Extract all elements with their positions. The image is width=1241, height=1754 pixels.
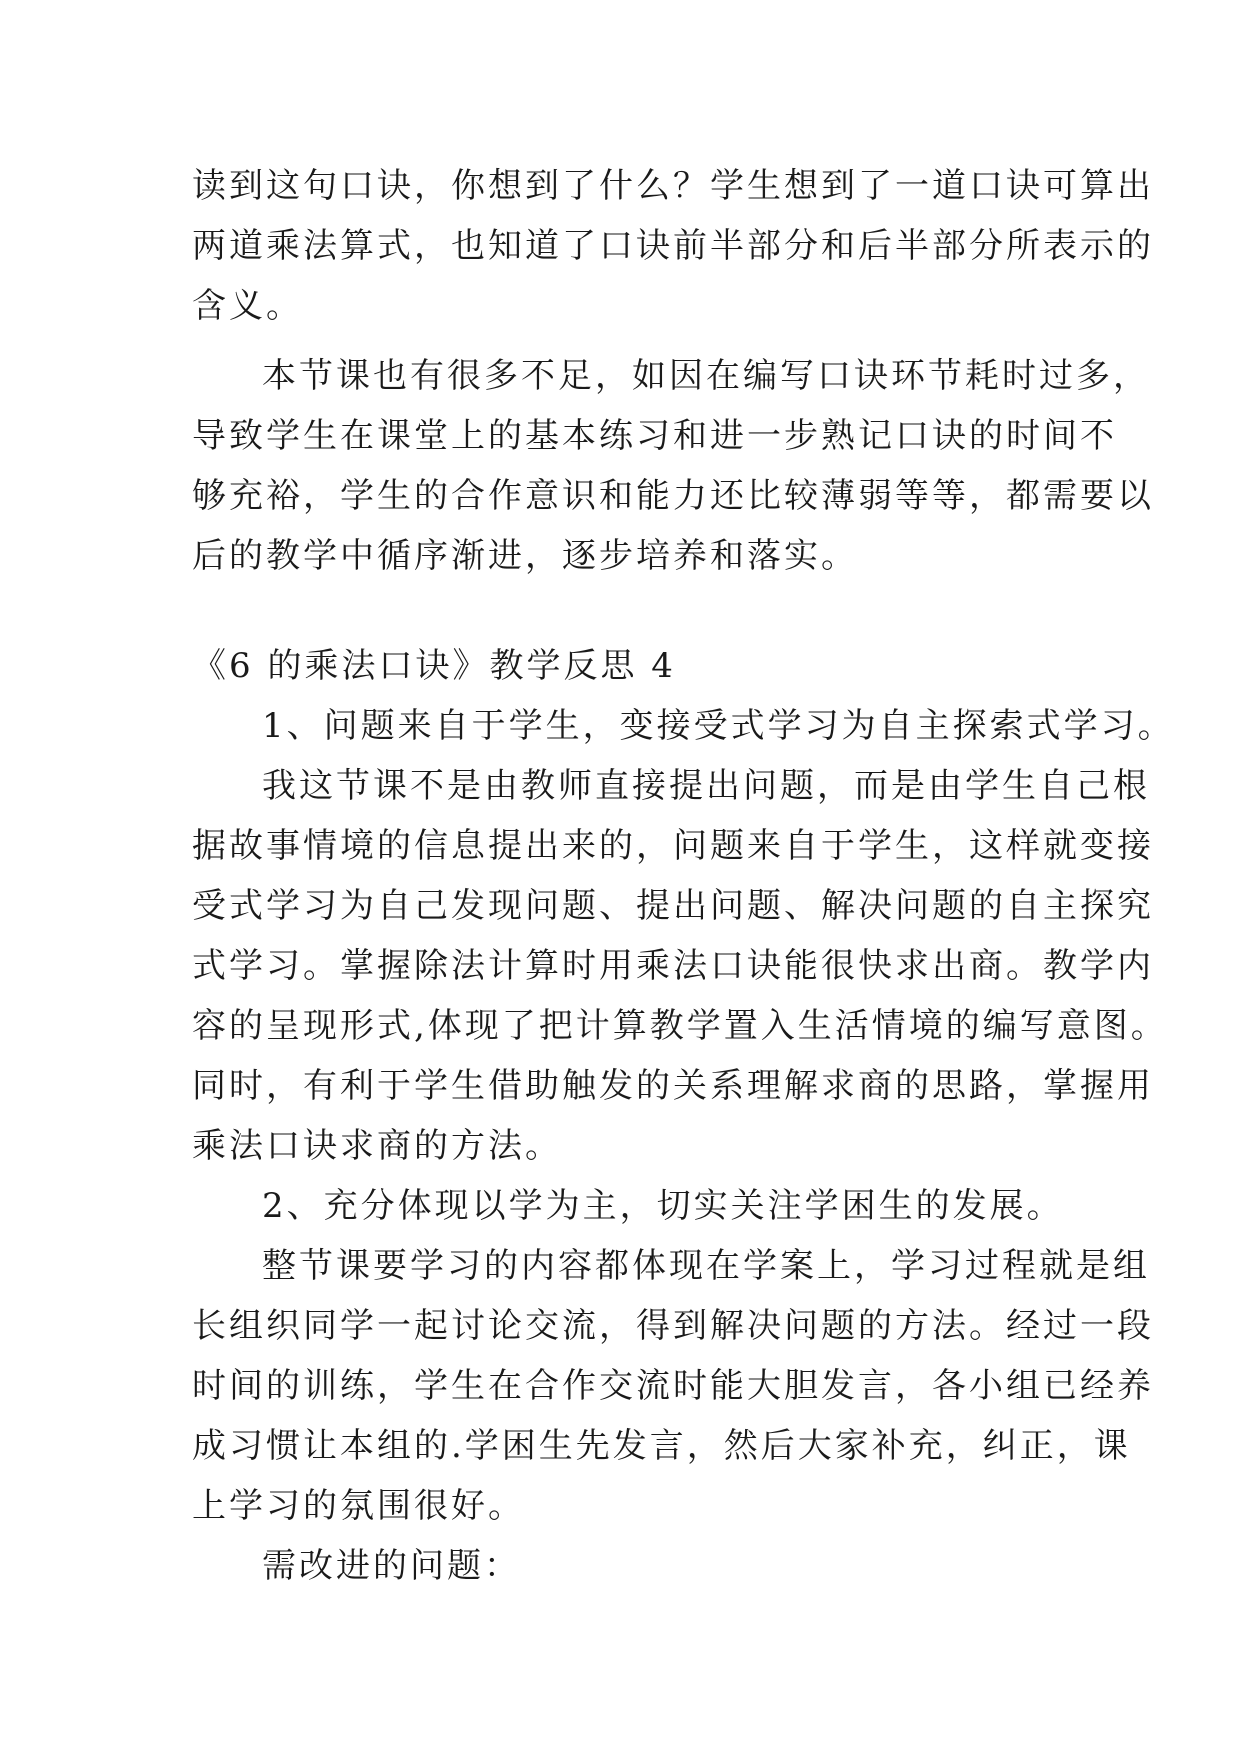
paragraph-line: 整节课要学习的内容都体现在学案上，学习过程就是组 — [262, 1246, 1150, 1286]
paragraph-line: 后的教学中循序渐进，逐步培养和落实。 — [192, 536, 858, 576]
paragraph-line: 据故事情境的信息提出来的，问题来自于学生，这样就变接 — [192, 826, 1154, 866]
paragraph-line: 成习惯让本组的.学困生先发言，然后大家补充，纠正，课 — [192, 1426, 1131, 1466]
paragraph-line: 时间的训练，学生在合作交流时能大胆发言，各小组已经养 — [192, 1366, 1154, 1406]
paragraph-line: 同时，有利于学生借助触发的关系理解求商的思路，掌握用 — [192, 1066, 1154, 1106]
paragraph-line: 导致学生在课堂上的基本练习和进一步熟记口诀的时间不 — [192, 416, 1117, 456]
paragraph-line: 1、问题来自于学生，变接受式学习为自主探索式学习。 — [262, 706, 1175, 746]
paragraph-line: 式学习。掌握除法计算时用乘法口诀能很快求出商。教学内 — [192, 946, 1154, 986]
paragraph-line: 够充裕，学生的合作意识和能力还比较薄弱等等，都需要以 — [192, 476, 1154, 516]
paragraph-line: 两道乘法算式，也知道了口诀前半部分和后半部分所表示的 — [192, 226, 1154, 266]
paragraph-line: 我这节课不是由教师直接提出问题，而是由学生自己根 — [262, 766, 1150, 806]
paragraph-line: 受式学习为自己发现问题、提出问题、解决问题的自主探究 — [192, 886, 1154, 926]
paragraph-line: 乘法口诀求商的方法。 — [192, 1126, 562, 1166]
paragraph-line: 需改进的问题： — [262, 1546, 521, 1586]
paragraph-line: 长组织同学一起讨论交流，得到解决问题的方法。经过一段 — [192, 1306, 1154, 1346]
paragraph-line: 2、充分体现以学为主，切实关注学困生的发展。 — [262, 1186, 1064, 1226]
paragraph-line: 容的呈现形式,体现了把计算教学置入生活情境的编写意图。 — [192, 1006, 1168, 1046]
section-title: 《6 的乘法口诀》教学反思 4 — [192, 646, 676, 686]
paragraph-line: 读到这句口诀，你想到了什么？学生想到了一道口诀可算出 — [192, 166, 1154, 206]
paragraph-line: 本节课也有很多不足，如因在编写口诀环节耗时过多， — [262, 356, 1150, 396]
paragraph-line: 上学习的氛围很好。 — [192, 1486, 525, 1526]
paragraph-line: 含义。 — [192, 286, 303, 326]
